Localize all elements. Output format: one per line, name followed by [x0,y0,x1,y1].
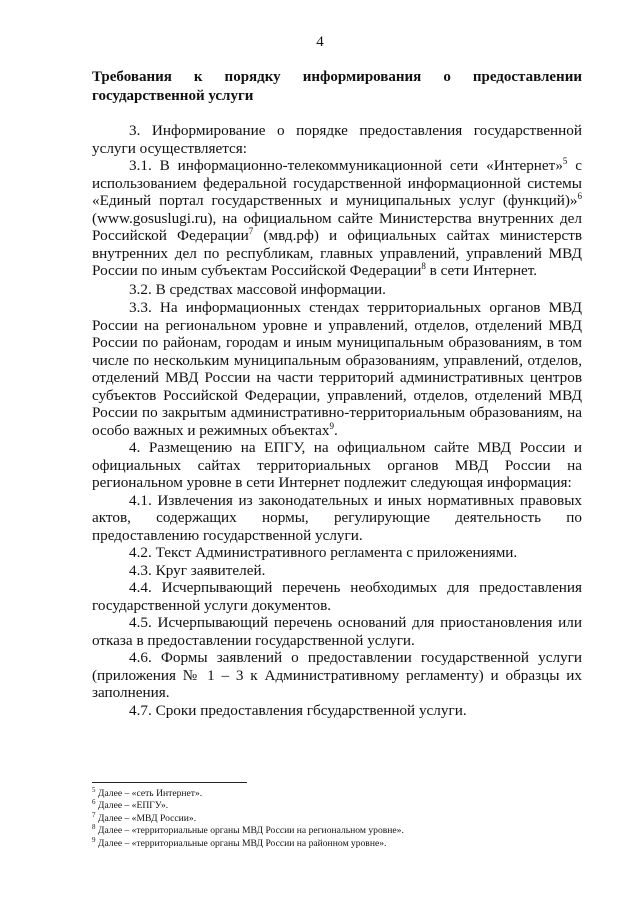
footnote-ref-6: 6 [577,191,582,201]
footnote-ref-8: 8 [421,261,426,271]
footnote-9: $^9$ Далее – «территориальные органы МВД России на районном уровне». [92,835,387,849]
footnote-7: $^7$ Далее – «МВД России». [92,810,197,824]
paragraph-4: 4. Размещению на ЕПГУ, на официальном сайте МВД России и официальных сайтах территориальных органов МВД России на региональном уровне в сети Интернет подлежит следующая информация: [92,439,582,491]
page-number: 4 [316,34,324,50]
footnote-8: $^8$ Далее – «территориальные органы МВД России на региональном уровне». [92,823,404,837]
paragraph-4-6: 4.6. Формы заявлений о предоставлении государственной услуги (приложения № 1 – 3 к Административному регламенту) и образцы их заполнения. [92,649,582,701]
document-body [92,122,582,719]
paragraph-3-2: 3.2. В средствах массовой информации. [129,280,386,298]
footnote-ref-7: 7 [248,226,254,236]
paragraph-4-3: 4.3. Круг заявителей. [129,561,266,579]
paragraph-4-1: 4.1. Извлечения из законодательных и иных нормативных правовых актов, содержащих нормы, регулирующие деятельность по предоставлению государственной услуги. [92,491,582,544]
paragraph-4-7: 4.7. Сроки предоставления гбсударственной услуги. [129,701,467,719]
paragraph-3-1: 3.1. В информационно-телекоммуникационной сети «Интернет»$^5$ с использованием федеральной государственной информационной системы «Единый портал государственных и муниципальных услуг (функций)»$^6$ (www.gosuslugi.ru), на официальном сайте Министерства внутренних дел Российской Федерации$^7$ (мвд.рф) и официальных сайтах министерств внутренних дел по республикам, главных управлений, управлений МВД России по иным субъектам Российской Федерации$^8$ в сети Интернет. [92,156,583,279]
footnote-ref-5: 5 [562,156,568,166]
section-title: Требования к порядку информирования о предоставлении государственной услуги [92,69,582,104]
paragraph-4-5: 4.5. Исчерпывающий перечень оснований для приостановления или отказа в предоставлении государственной услуги. [92,614,582,649]
footnotes [92,788,582,850]
paragraph-3-3: 3.3. На информационных стендах территориальных органов МВД России на региональном уровне и управлений, отделов, отделений МВД России по районам, городам и иным муниципальным образованиям, в том числе по нескольким муниципальным образованиям, управлений, отделов, отделений МВД России на части территорий административных центров субъектов Российской Федерации, управлений, отделов, отделений МВД России по закрытым административно-территориальным образованиям, на особо важных и режимных объектах$^9$. [92,299,582,439]
paragraph-3: 3. Информирование о порядке предоставления государственной услуги осуществляется: [92,122,582,157]
paragraph-4-4: 4.4. Исчерпывающий перечень необходимых для предоставления государственной услуги документов. [92,579,582,614]
footnote-5: $^5$ Далее – «сеть Интернет». [92,786,203,799]
footnote-ref-9: 9 [329,420,334,431]
footnote-6: $^6$ Далее – «ЕПГУ». [92,798,169,812]
paragraph-4-2: 4.2. Текст Административного регламента с приложениями. [129,544,518,561]
footnote-separator [92,782,247,783]
